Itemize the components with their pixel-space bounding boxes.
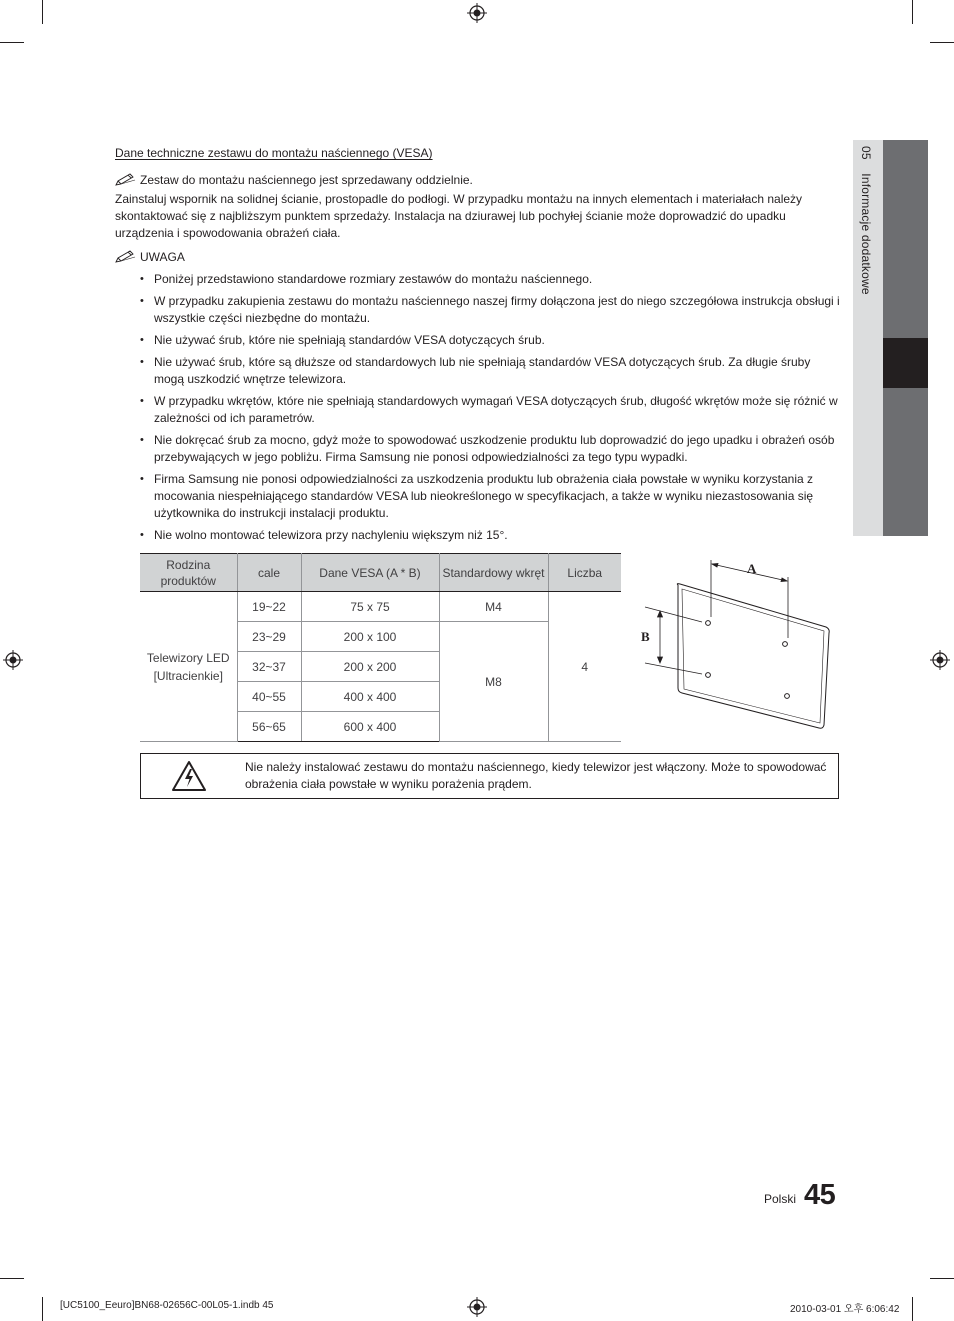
installation-paragraph: Zainstaluj wspornik na solidnej ścianie, prostopadle do podłogi. W przypadku montażu na innych elementach i materiałach należy skontaktować się z najbliższym punktem sprzedaży. Instalacja na dziurawej lub pochyłej ścianie może doprowadzić do upadku urządzenia i spowodowania obrażeń ciała. bbox=[115, 192, 803, 240]
registration-mark-icon bbox=[930, 650, 950, 670]
crop-mark bbox=[0, 42, 24, 43]
mount-hole-icon bbox=[706, 673, 711, 678]
high-voltage-warning-icon bbox=[171, 760, 207, 792]
table-row bbox=[140, 592, 621, 622]
chapter-number: 05 bbox=[859, 146, 873, 160]
cell-vesa: 75 x 75 bbox=[301, 592, 439, 622]
sidebar-chapter-label bbox=[859, 146, 873, 295]
registration-mark-icon bbox=[467, 3, 487, 23]
caution-list bbox=[140, 271, 840, 549]
mount-hole-icon bbox=[785, 694, 790, 699]
sidebar-chapter-marker bbox=[883, 338, 928, 388]
header-screw: Standardowy wkręt bbox=[439, 554, 548, 592]
cell-vesa: 400 x 400 bbox=[301, 682, 439, 712]
vesa-spec-table bbox=[140, 553, 621, 742]
pencil-note-icon bbox=[115, 173, 137, 187]
header-vesa: Dane VESA (A * B) bbox=[301, 554, 439, 592]
crop-mark bbox=[912, 0, 913, 24]
chapter-sidebar bbox=[853, 140, 928, 536]
list-item: • W przypadku wkrętów, które nie spełniają standardowych wymagań VESA dotyczących śrub, długość wkrętów może się różnić w zależności od ich parametrów. bbox=[140, 393, 840, 427]
cell-screw: M8 bbox=[439, 622, 548, 742]
cell-inches: 23~29 bbox=[237, 622, 301, 652]
warning-text: Nie należy instalować zestawu do montażu naściennego, kiedy telewizor jest włączony. Może to spowodować obrażenia ciała powstałe w wyniku porażenia prądem. bbox=[245, 760, 827, 791]
header-quantity: Liczba bbox=[548, 554, 621, 592]
crop-mark bbox=[930, 1278, 954, 1279]
page-number: 45 bbox=[804, 1179, 836, 1211]
cell-inches: 32~37 bbox=[237, 652, 301, 682]
list-item: • Nie używać śrub, które są dłuższe od standardowych lub nie spełniają standardów VESA dotyczących śrub. Za długie śruby mogą uszkodzić wnętrze telewizora. bbox=[140, 354, 840, 388]
page-footer bbox=[764, 1181, 835, 1209]
table-header-row bbox=[140, 554, 621, 592]
crop-mark bbox=[930, 42, 954, 43]
pencil-note-icon bbox=[115, 250, 137, 264]
dimension-b-label: B bbox=[641, 629, 650, 644]
list-item: • Nie wolno montować telewizora przy nachyleniu większym niż 15°. bbox=[140, 527, 840, 544]
note-warning-heading bbox=[115, 249, 185, 266]
list-item: • Nie dokręcać śrub za mocno, gdyż może to spowodować uszkodzenie produktu lub doprowadzić do jego upadku i obrażeń osób przebywających w jego pobliżu. Firma Samsung nie ponosi odpowiedzialności za tego typu wypadki. bbox=[140, 432, 840, 466]
cell-quantity: 4 bbox=[548, 592, 621, 742]
dimension-b-icon bbox=[645, 607, 702, 674]
mount-hole-icon bbox=[783, 642, 788, 647]
cell-product-family: Telewizory LED [Ultracienkie] bbox=[140, 592, 237, 742]
mount-hole-icon bbox=[706, 621, 711, 626]
cell-inches: 56~65 bbox=[237, 712, 301, 742]
electric-warning-box bbox=[140, 753, 839, 799]
dimension-a-label: A bbox=[747, 561, 757, 576]
note-text: UWAGA bbox=[140, 250, 185, 264]
note-text: Zestaw do montażu naściennego jest sprzedawany oddzielnie. bbox=[140, 173, 473, 187]
cell-vesa: 200 x 200 bbox=[301, 652, 439, 682]
print-slug-file: [UC5100_Eeuro]BN68-02656C-00L05-1.indb 45 bbox=[60, 1300, 274, 1311]
cell-inches: 19~22 bbox=[237, 592, 301, 622]
registration-mark-icon bbox=[467, 1297, 487, 1317]
warning-icon-cell bbox=[141, 754, 236, 798]
crop-mark bbox=[42, 1297, 43, 1321]
note-sold-separately bbox=[115, 172, 473, 189]
header-product-family: Rodzina produktów bbox=[140, 554, 237, 592]
list-item: • Firma Samsung nie ponosi odpowiedzialności za uszkodzenia produktu lub obrażenia ciała powstałe w wyniku korzystania z mocowania niespełniającego standardów VESA lub nieokreślonego w specyfikacjach, a także w wyniku niezastosowania się użytkownika do instrukcji instalacji produktu. bbox=[140, 471, 840, 522]
cell-inches: 40~55 bbox=[237, 682, 301, 712]
list-item: • W przypadku zakupienia zestawu do montażu naściennego naszej firmy dołączona jest do niego szczegółowa instrukcja obsługi i wszystkie części niezbędne do montażu. bbox=[140, 293, 840, 327]
list-item: • Nie używać śrub, które nie spełniają standardów VESA dotyczących śrub. bbox=[140, 332, 840, 349]
cell-vesa: 200 x 100 bbox=[301, 622, 439, 652]
section-title: Dane techniczne zestawu do montażu naściennego (VESA) bbox=[115, 146, 433, 160]
list-item: • Poniżej przedstawiono standardowe rozmiary zestawów do montażu naściennego. bbox=[140, 271, 840, 288]
chapter-title: Informacje dodatkowe bbox=[859, 173, 873, 295]
print-slug-date: 2010-03-01 오후 6:06:42 bbox=[790, 1304, 900, 1315]
cell-vesa: 600 x 400 bbox=[301, 712, 439, 742]
registration-mark-icon bbox=[3, 650, 23, 670]
crop-mark bbox=[912, 1297, 913, 1321]
tv-mounting-diagram bbox=[640, 555, 840, 740]
cell-screw: M4 bbox=[439, 592, 548, 622]
crop-mark bbox=[0, 1278, 24, 1279]
header-inches: cale bbox=[237, 554, 301, 592]
footer-language: Polski bbox=[764, 1192, 797, 1206]
crop-mark bbox=[42, 0, 43, 24]
tv-back-outline-icon bbox=[677, 584, 829, 729]
